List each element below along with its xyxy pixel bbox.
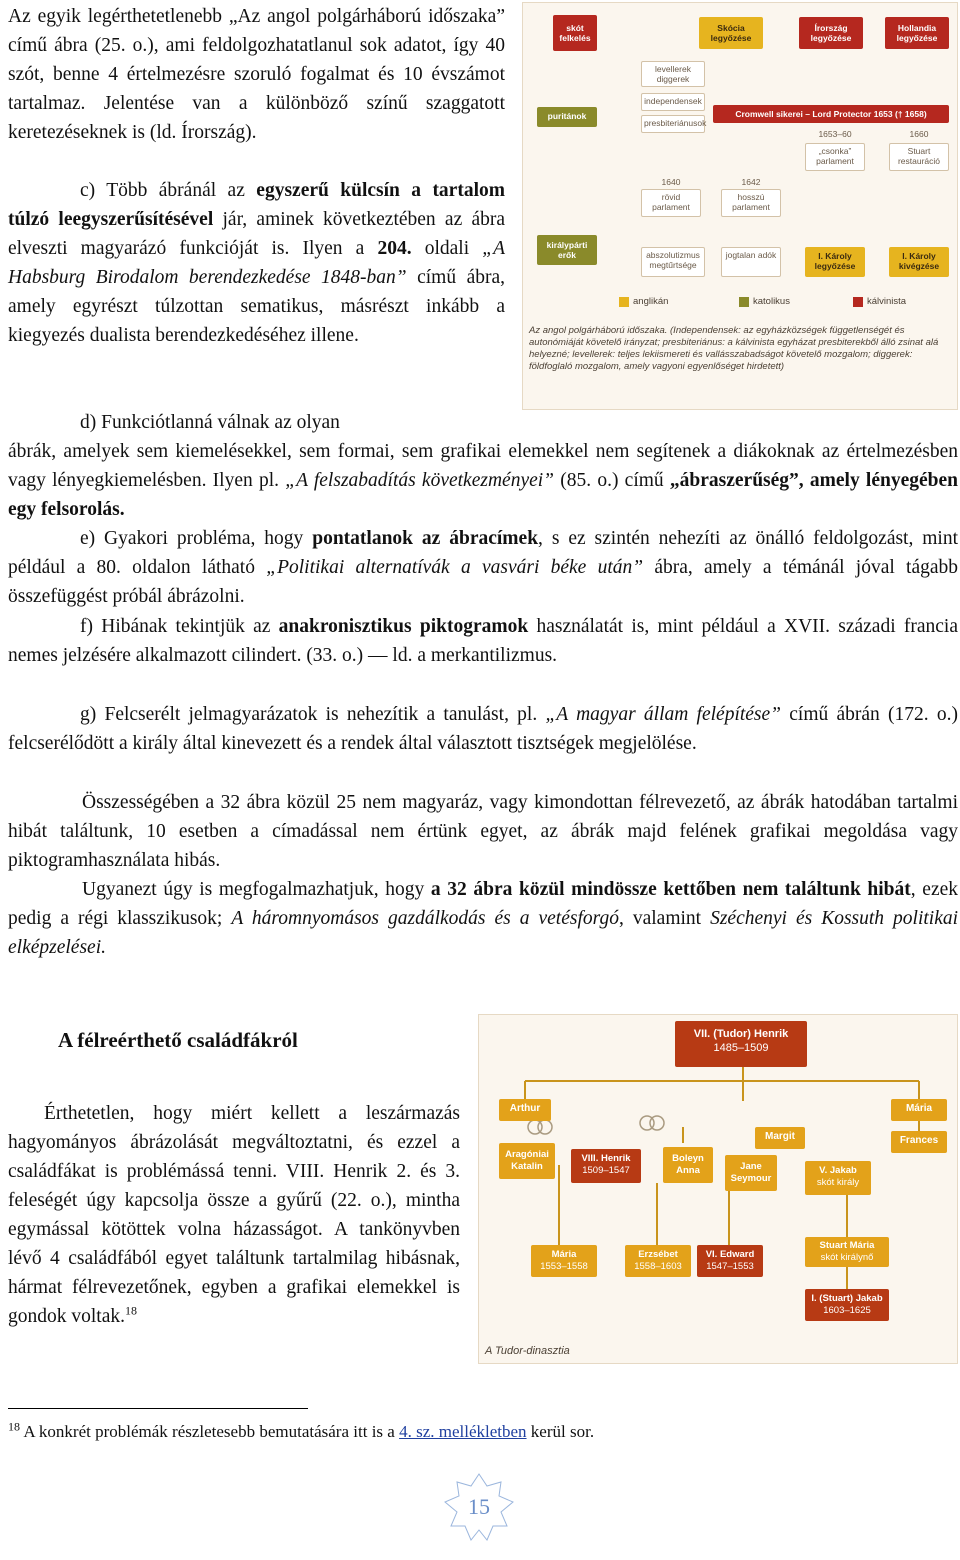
summary2-pre: Ugyanezt úgy is megfogalmazhatjuk, hogy [82,879,425,900]
node-irorszag: Írország legyőzése [799,17,863,49]
figure1-caption: Az angol polgárháború időszaka. (Independensek: az egyházközségek függetlenségét és autonómiáját követelő irányzat; presbiteriánus: a kálvinista egyházat presbiterekből álló zsinat alá helyezné; levellerek: teljes lekiismereti és vallásszabadságot követelő mozgalom; diggerek: földfoglaló mozgalom, amely vagyoni egyenlőséget hirdetett) [529,325,939,372]
legend-anglikan: anglikán [633,296,669,307]
item-e-text2: ábra, amely a témánál jóval tágabb összefüggést próbál ábrázolni. [8,557,959,607]
node-y1642: 1642 [741,177,761,187]
intro-text: Az egyik legérthetetlenebb „Az angol polgárháború időszaka” című ábra (25. o.), ami feldolgozhatatlanul sok adatot, így 40 szót, benne 4 értelmezésre szoruló fogalmat és 10 évszámot tartalmaz. Jelentése van a különböző színű szaggatott keretezéseknek is (ld. Írország). [8,6,505,143]
tudor-family-tree [478,1014,958,1364]
node-skocia: Skócia legyőzése [699,17,763,49]
stuart-maria-name: Stuart Mária [819,1240,875,1251]
node-hosszu: hosszú parlament [721,189,781,217]
person-maria-top: Mária [891,1099,947,1121]
item-c-text3: című ábra, amely egyrészt túlzottan sematikus, másrészt inkább a kiegyezés dualista berendezkedéséhez illene. [8,267,506,346]
figure2-caption: A Tudor-dinasztia [485,1345,570,1357]
node-rovid: rövid parlament [641,189,701,217]
legend-anglikan-swatch [619,297,629,307]
node-stuart: Stuart restauráció [889,143,949,171]
item-d-italic: „A felszabadítás következményei” [285,470,555,491]
section-heading: A félreérthető családfákról [58,1028,298,1052]
jakab1-years: 1603–1625 [823,1305,871,1316]
jakab1-name: I. (Stuart) Jakab [811,1293,883,1304]
item-f-bold: anakronisztikus piktogramok [278,616,529,637]
node-y1640: 1640 [661,177,681,187]
summary2-mid2: , valamint [618,908,702,929]
person-edward [697,1245,763,1277]
footnote-ref[interactable]: 18 [125,1303,137,1318]
footnote-separator [8,1408,308,1409]
item-e-bold: pontatlanok az ábracímek [312,528,539,549]
person-jakab5 [805,1161,871,1195]
footnote-text-post: kerül sor. [530,1422,595,1441]
item-d-bold: „ábraszerűség”, amely lényegében egy felsorolás. [8,470,959,520]
person-erzsebet [625,1245,691,1277]
item-c-italic: „A Habsburg Birodalom berendezkedése 1848-ban” [8,238,506,288]
tree-title [675,1021,807,1067]
erzsebet-years: 1558–1603 [634,1261,682,1272]
person-aragoniai: Aragóniai Katalin [499,1143,555,1179]
edward-years: 1547–1553 [706,1261,754,1272]
node-hollandia: Hollandia legyőzése [885,17,949,49]
item-d-body [8,437,958,524]
summary2-italic2: Széchenyi és Kossuth politikai elképzelései. [8,908,959,958]
node-csonka: „csonka” parlament [805,143,865,171]
family-text: Érthetetlen, hogy miért kellett a leszármazás hagyományos ábrázolását megváltoztatni, és ezzel a családfákat is problémássá tenni. VIII. Henrik 2. és 3. feleségét úgy kapcsolja össze a gyűrű (22. o.), mintha egymással kötöttek volna házasságot. A tankönyvben lévő 4 családfából egyet találtunk tartalmilag hibásnak, hármat félrevezetőnek, egyben a grafikai elemekkel is gondok voltak. [8,1103,460,1327]
maria-years: 1553–1558 [540,1261,588,1272]
item-e-italic: „Politikai alternatívák a vasvári béke után” [266,557,644,578]
item-c-text: jár, aminek következtében az ábra elveszti magyarázó funkcióját is. Ilyen a [8,209,506,259]
node-karoly2: I. Károly kivégzése [889,247,949,277]
stuart-maria-sub: skót királynő [820,1252,874,1263]
henrik8-name: VIII. Henrik [581,1153,631,1164]
node-abszolut: abszolutizmus megtűrtsége [641,247,705,277]
node-cromwell: Cromwell sikerei – Lord Protector 1653 († 1658) [713,105,949,123]
tree-title-name: VII. (Tudor) Henrik [693,1028,789,1040]
summary2-italic1: A háromnyomásos gazdálkodás és a vetésforgó [231,908,619,929]
legend-kalvinista: kálvinista [867,296,907,307]
summary2-bold: a 32 ábra közül mindössze kettőben nem találtunk hibát [430,879,911,900]
node-jogtalan: jogtalan adók [721,247,781,277]
maria-name: Mária [551,1249,577,1260]
legend-katolikus-swatch [739,297,749,307]
item-f [8,612,958,670]
civil-war-figure [522,2,958,410]
item-e-text: , s ez szintén nehezíti az önálló feldolgozást, mint például a 80. oldalon látható [8,528,959,578]
henrik8-years: 1509–1547 [582,1165,630,1176]
item-f-label: f) Hibának tekintjük az [80,616,271,637]
person-jane: Jane Seymour [725,1155,777,1191]
erzsebet-name: Erzsébet [638,1249,678,1260]
jakab5-sub: skót király [816,1177,860,1188]
item-c [8,176,505,350]
edward-name: VI. Edward [705,1249,755,1260]
footnote [8,1420,594,1444]
legend-kalvinista-swatch [853,297,863,307]
intro-paragraph [8,2,505,147]
item-g-italic: „A magyar állam felépítése” [545,704,782,725]
person-stuart-maria [805,1237,889,1267]
item-e-label: e) Gyakori probléma, hogy [80,528,304,549]
legend-katolikus: katolikus [753,296,790,307]
node-presbi: presbiteriánusok [641,115,705,133]
item-g [8,700,958,758]
node-fuggetlenek: independensek [641,93,705,111]
page-number [443,1472,515,1544]
person-arthur: Arthur [499,1099,551,1121]
summary-text: Összességében a 32 ábra közül 25 nem magyaráz, vagy kimondottan félrevezető, az ábrák hatodában tartalmi hibát találtunk, 10 esetben a címadással nem értünk egyet, az ábrák majd felének grafikai megoldása vagy piktogramhasználata hibás. [8,792,958,871]
node-levellerek: levellerek diggerek [641,61,705,87]
summary2-paragraph [8,875,958,962]
footnote-number: 18 [8,1419,20,1434]
jakab5-name: V. Jakab [819,1165,857,1176]
item-d [8,408,505,437]
footnote-link[interactable]: 4. sz. mellékletben [399,1422,527,1441]
person-jakab1 [805,1289,889,1321]
item-f-text: használatát is, mint például a XVII. századi francia nemes jelzésére alkalmazott cilindert. (33. o.) ― ld. a merkantilizmus. [8,616,958,666]
node-karoly: I. Károly legyőzése [805,247,865,277]
item-c-bold2: 204. [377,238,412,259]
footnote-text: A konkrét problémák részletesebb bemutatására itt is a [23,1422,395,1441]
person-frances: Frances [891,1131,947,1153]
summary-paragraph [8,788,958,875]
node-kiralyparti: királypárti erők [537,235,597,265]
item-c-label: c) Több ábránál az [80,180,245,201]
item-g-label: g) Felcserélt jelmagyarázatok is nehezítik a tanulást, pl. [80,704,538,725]
page-number-text: 15 [468,1494,490,1519]
node-puritanok: puritánok [537,107,597,127]
person-maria [531,1245,597,1277]
item-d-text2: (85. o.) című [560,470,664,491]
person-margit: Margit [755,1127,805,1149]
item-e [8,524,958,611]
person-henrik8 [571,1149,641,1183]
item-g-text: című ábrán (172. o.) felcserélődött a király által kinevezett és a rendek által választott tisztségek megjelölése. [8,704,958,754]
person-boleyn: Boleyn Anna [663,1147,713,1183]
node-skot: skót felkelés [553,15,597,51]
summary2-mid: , ezek pedig a régi klasszikusok; [8,879,958,929]
item-c-text2: oldali [424,238,470,259]
node-y1660: 1660 [909,129,929,139]
item-d-text: ábrák, amelyek sem kiemelésekkel, sem formai, sem grafikai elemekkel nem segítenek a diákoknak az értelmezésben vagy lényegkiemelésben. Ilyen pl. [8,441,958,491]
family-paragraph [8,1099,460,1331]
item-c-bold: egyszerű külcsín a tartalom túlzó leegyszerűsítésével [8,180,505,230]
tree-title-years: 1485–1509 [713,1042,769,1054]
item-d-label: d) Funkciótlanná válnak az olyan [80,412,340,433]
node-y1653: 1653–60 [818,129,852,139]
